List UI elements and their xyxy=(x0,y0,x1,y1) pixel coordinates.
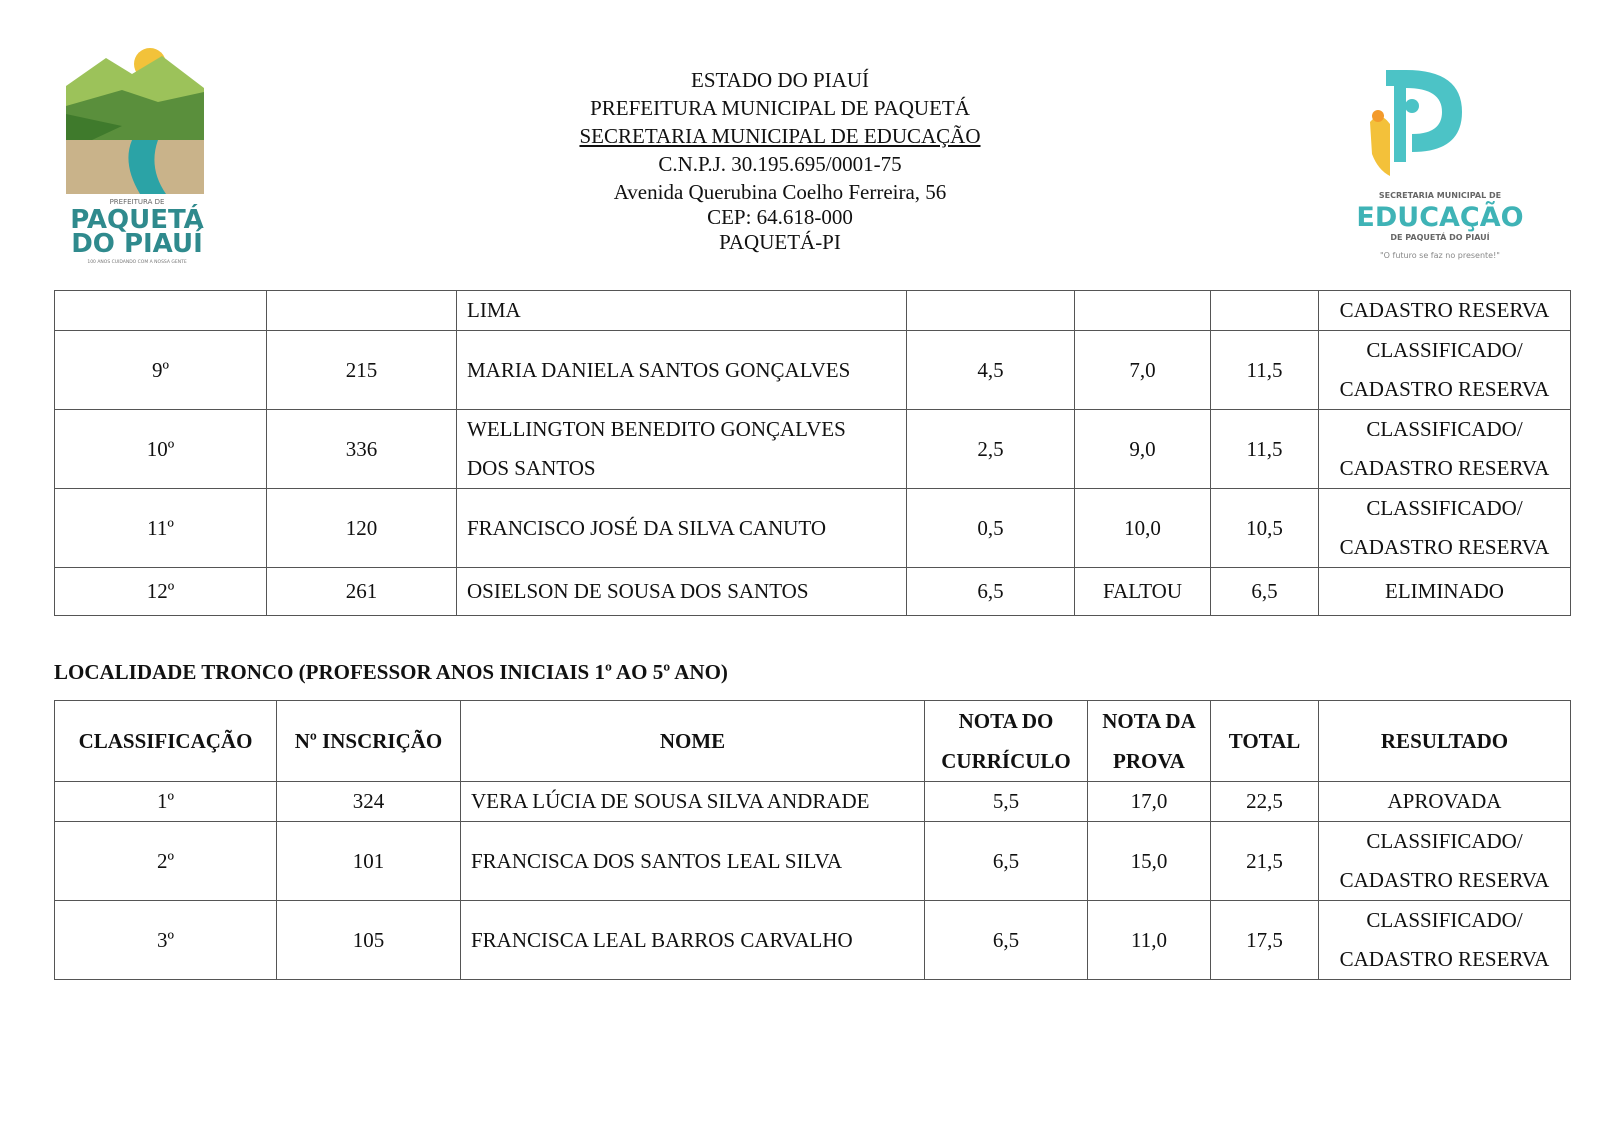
section-title-tronco: LOCALIDADE TRONCO (PROFESSOR ANOS INICIAIS 1º AO 5º ANO) xyxy=(54,660,728,684)
cell-nome-line: FRANCISCA LEAL BARROS CARVALHO xyxy=(471,927,853,952)
logo-right-main: EDUCAÇÃO xyxy=(1356,202,1524,233)
cell-total: 10,5 xyxy=(1211,489,1319,568)
cell-resultado xyxy=(1319,489,1571,568)
cell-resultado-line: CLASSIFICADO/ xyxy=(1366,908,1523,932)
header-cep: CEP: 64.618-000 xyxy=(707,205,853,229)
cell-classificacao: 11º xyxy=(55,489,267,568)
cell-nota-curriculo: 4,5 xyxy=(907,331,1075,410)
cell-nota-prova: 11,0 xyxy=(1088,901,1211,980)
header-state: ESTADO DO PIAUÍ xyxy=(691,68,869,92)
cell-resultado-line: ELIMINADO xyxy=(1385,579,1504,603)
cell-nome xyxy=(457,291,907,331)
logo-left-top-text: PREFEITURA DE xyxy=(109,198,165,206)
cell-nome xyxy=(457,331,907,410)
cell-nota-prova: 17,0 xyxy=(1088,782,1211,822)
cell-nome-line: FRANCISCA DOS SANTOS LEAL SILVA xyxy=(471,848,843,873)
cell-nome-line: DOS SANTOS xyxy=(467,456,596,480)
cell-inscricao: 105 xyxy=(277,901,461,980)
cell-resultado-line: CADASTRO RESERVA xyxy=(1339,456,1550,480)
header-nota-curriculo-line1: NOTA DO xyxy=(958,709,1054,733)
cell-resultado-line: APROVADA xyxy=(1387,789,1502,813)
cell-nota-curriculo: 5,5 xyxy=(925,782,1088,822)
header-nota-curriculo-line2: CURRÍCULO xyxy=(941,749,1071,773)
header-nome: NOME xyxy=(461,701,925,782)
cell-total: 17,5 xyxy=(1211,901,1319,980)
cell-nome-line: MARIA DANIELA SANTOS GONÇALVES xyxy=(467,357,851,382)
cell-total: 11,5 xyxy=(1211,410,1319,489)
header-secretaria: SECRETARIA MUNICIPAL DE EDUCAÇÃO xyxy=(579,124,981,148)
cell-inscricao: 336 xyxy=(267,410,457,489)
table-row xyxy=(55,410,1571,489)
header-city: PAQUETÁ-PI xyxy=(719,230,841,254)
cell-inscricao: 120 xyxy=(267,489,457,568)
cell-classificacao: 12º xyxy=(55,568,267,616)
header-nota-prova-line1: NOTA DA xyxy=(1102,709,1196,733)
cell-total: 22,5 xyxy=(1211,782,1319,822)
cell-total xyxy=(1211,291,1319,331)
cell-nome-line: WELLINGTON BENEDITO GONÇALVES xyxy=(467,417,846,441)
cell-nota-curriculo: 6,5 xyxy=(925,901,1088,980)
cell-resultado xyxy=(1319,568,1571,616)
table-row xyxy=(55,901,1571,980)
cell-resultado-line: CADASTRO RESERVA xyxy=(1339,868,1550,892)
cell-nota-prova: 15,0 xyxy=(1088,822,1211,901)
header-total: TOTAL xyxy=(1211,701,1319,782)
header-classificacao: CLASSIFICAÇÃO xyxy=(55,701,277,782)
table-row xyxy=(55,489,1571,568)
document-header xyxy=(0,0,1600,280)
cell-resultado xyxy=(1319,782,1571,822)
table-row xyxy=(55,782,1571,822)
cell-classificacao: 10º xyxy=(55,410,267,489)
cell-nota-prova: 7,0 xyxy=(1075,331,1211,410)
results-table-tronco xyxy=(54,700,1571,980)
logo-left-tagline: 100 ANOS CUIDANDO COM A NOSSA GENTE xyxy=(87,260,187,265)
header-nota-prova xyxy=(1088,701,1211,782)
cell-resultado xyxy=(1319,291,1571,331)
cell-nome-line: OSIELSON DE SOUSA DOS SANTOS xyxy=(467,579,809,603)
logo-left-line1: PAQUETÁ xyxy=(70,205,204,235)
education-secretariat-logo xyxy=(1350,66,1530,270)
table-row xyxy=(55,568,1571,616)
cell-inscricao: 215 xyxy=(267,331,457,410)
cell-nome-line: VERA LÚCIA DE SOUSA SILVA ANDRADE xyxy=(471,789,870,813)
header-cnpj: C.N.P.J. 30.195.695/0001-75 xyxy=(658,152,902,176)
paqueta-city-logo xyxy=(62,44,212,266)
header-nota-prova-line2: PROVA xyxy=(1113,749,1185,773)
cell-nome xyxy=(457,489,907,568)
cell-nome xyxy=(461,822,925,901)
cell-inscricao: 101 xyxy=(277,822,461,901)
header-prefeitura: PREFEITURA MUNICIPAL DE PAQUETÁ xyxy=(590,96,970,120)
cell-resultado-line: CLASSIFICADO/ xyxy=(1366,338,1523,362)
cell-resultado xyxy=(1319,410,1571,489)
cell-resultado-line: CLASSIFICADO/ xyxy=(1366,417,1523,441)
results-table-continuation xyxy=(54,290,1571,616)
header-inscricao: Nº INSCRIÇÃO xyxy=(277,701,461,782)
cell-total: 11,5 xyxy=(1211,331,1319,410)
cell-nota-prova: 10,0 xyxy=(1075,489,1211,568)
cell-nome xyxy=(461,901,925,980)
header-nota-curriculo xyxy=(925,701,1088,782)
cell-classificacao: 2º xyxy=(55,822,277,901)
cell-nota-curriculo xyxy=(907,291,1075,331)
logo-left-line2: DO PIAUÍ xyxy=(71,229,203,259)
table-row xyxy=(55,291,1571,331)
cell-nota-prova: FALTOU xyxy=(1075,568,1211,616)
logo-right-sub: DE PAQUETÁ DO PIAUÍ xyxy=(1390,233,1490,242)
cell-nome xyxy=(457,568,907,616)
cell-nota-prova: 9,0 xyxy=(1075,410,1211,489)
institution-header xyxy=(480,66,1080,256)
header-resultado: RESULTADO xyxy=(1319,701,1571,782)
cell-nome-line: LIMA xyxy=(467,298,521,322)
cell-inscricao xyxy=(267,291,457,331)
logo-right-top-text: SECRETARIA MUNICIPAL DE xyxy=(1378,191,1502,200)
cell-classificacao xyxy=(55,291,267,331)
cell-resultado-line: CADASTRO RESERVA xyxy=(1339,535,1550,559)
cell-resultado-line: CADASTRO RESERVA xyxy=(1339,947,1550,971)
cell-inscricao: 261 xyxy=(267,568,457,616)
cell-inscricao: 324 xyxy=(277,782,461,822)
cell-resultado xyxy=(1319,822,1571,901)
cell-resultado-line: CADASTRO RESERVA xyxy=(1339,298,1550,322)
cell-resultado-line: CADASTRO RESERVA xyxy=(1339,377,1550,401)
cell-nota-curriculo: 6,5 xyxy=(925,822,1088,901)
cell-nome xyxy=(461,782,925,822)
cell-total: 6,5 xyxy=(1211,568,1319,616)
table-row xyxy=(55,822,1571,901)
cell-nome-line: FRANCISCO JOSÉ DA SILVA CANUTO xyxy=(467,515,827,540)
table-header-row xyxy=(55,701,1571,782)
cell-total: 21,5 xyxy=(1211,822,1319,901)
cell-classificacao: 1º xyxy=(55,782,277,822)
cell-resultado-line: CLASSIFICADO/ xyxy=(1366,829,1523,853)
cell-nota-curriculo: 0,5 xyxy=(907,489,1075,568)
cell-resultado xyxy=(1319,901,1571,980)
cell-classificacao: 3º xyxy=(55,901,277,980)
cell-resultado xyxy=(1319,331,1571,410)
cell-classificacao: 9º xyxy=(55,331,267,410)
cell-nome xyxy=(457,410,907,489)
cell-nota-prova xyxy=(1075,291,1211,331)
table-row xyxy=(55,331,1571,410)
cell-nota-curriculo: 2,5 xyxy=(907,410,1075,489)
logo-right-slogan: "O futuro se faz no presente!" xyxy=(1380,251,1500,260)
cell-nota-curriculo: 6,5 xyxy=(907,568,1075,616)
header-address: Avenida Querubina Coelho Ferreira, 56 xyxy=(613,180,947,204)
cell-resultado-line: CLASSIFICADO/ xyxy=(1366,496,1523,520)
